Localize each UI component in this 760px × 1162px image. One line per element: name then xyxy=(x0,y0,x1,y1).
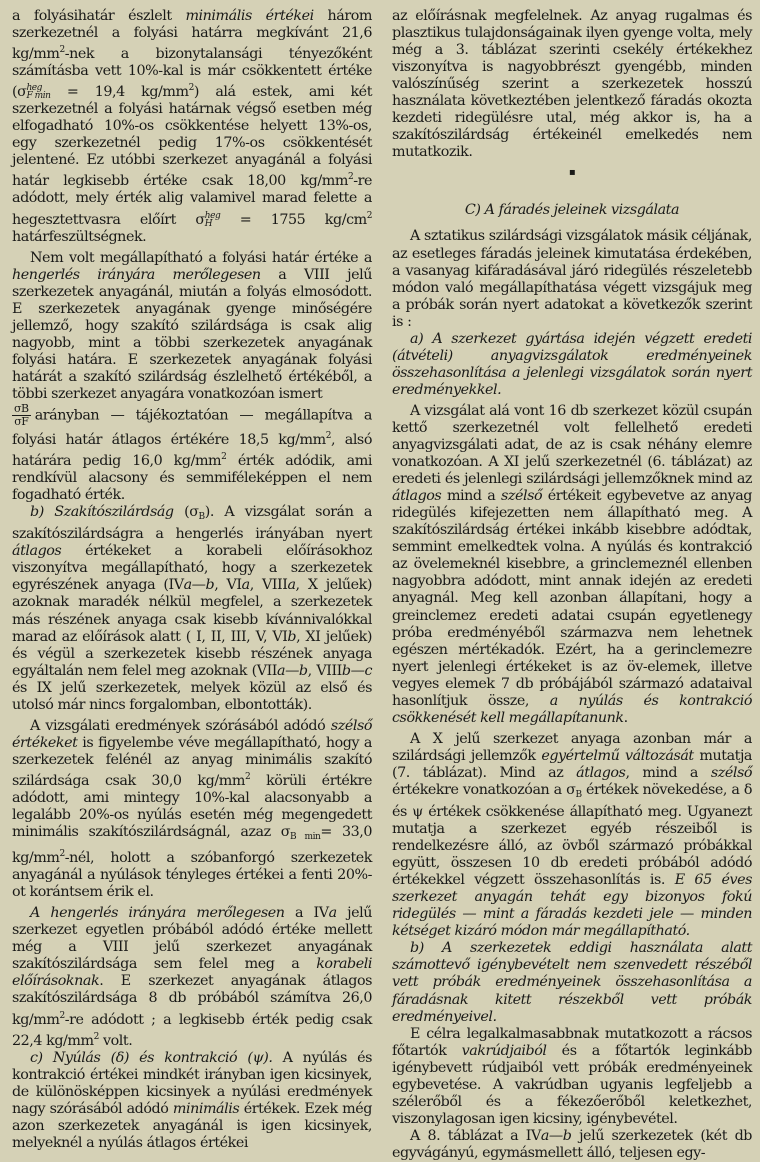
text: -nek a bizonytalansági tényezőként számításba vett 10%-kal is már csökkentett értéke (σ xyxy=(12,46,372,101)
text: az előírásnak megfelelnek. Az anyag rugalmas és plasztikus tulajdonságainak ilyen gyenge volta, mely még a 3. táblázat szerinti csekély értékekhez viszonyítva is nagyobbrészt gyengébb, minden valószínűség szerint a szerkezetek hosszú használata következtében jelentkező fáradás okozta kezdeti ridegülésre utal, még akkor is, ha a szakítószilárdság értékeinél emelkedés nem mutatkozik. xyxy=(392,8,752,161)
text: . xyxy=(623,709,628,726)
paragraph-structure-X xyxy=(392,731,752,941)
emphasis: b—c xyxy=(341,662,372,679)
emphasis: szélső xyxy=(500,488,543,505)
emphasis: a—b xyxy=(277,662,308,679)
paragraph-extreme-values xyxy=(12,718,372,901)
superscript: 2 xyxy=(59,45,65,56)
paragraph-dummy-bars xyxy=(392,1026,752,1128)
emphasis: A hengerlés irányára merőlegesen xyxy=(30,905,285,922)
fraction-numerator: σB xyxy=(14,402,29,416)
superscript: 2 xyxy=(93,1031,99,1042)
emphasis: E 65 éves szerkezet anyagán tehát egy bizonyos fokú ridegülés — mint a fáradás kezdeti jele — minden kétséget kizáró módon már megállapítható. xyxy=(392,872,752,940)
emphasis: minimális értékei xyxy=(185,8,314,24)
text: , XI jelűek) és végül a szerkezetek kisebb részének anyaga egyáltalán nem felel meg azoknak (VII xyxy=(12,628,372,679)
emphasis: korabeli előírásoknak xyxy=(12,956,372,990)
emphasis: szélső értékeket xyxy=(12,717,372,751)
emphasis: átlagos xyxy=(392,488,442,505)
superscript: 2 xyxy=(59,849,65,860)
text: mind a xyxy=(441,488,501,505)
paragraph-tensile-strength xyxy=(12,504,372,714)
superscript: 2 xyxy=(244,771,251,782)
emphasis: b xyxy=(287,628,297,645)
text: értékekre vonatkozóan a σ xyxy=(392,781,576,798)
superscript: 2 xyxy=(221,452,227,463)
text: körüli értékre adódott, ami mintegy 10%-kal alacsonyabb a legalább 20%-os nyúlás esetén még megengedett minimális szakítószilárdságnál, azaz σ xyxy=(12,772,372,841)
emphasis: átlagos xyxy=(12,543,62,560)
paragraph-continued-conclusion xyxy=(392,8,752,161)
emphasis: hengerlés irányára merőlegesen xyxy=(12,266,261,283)
paragraph-perpendicular-yield xyxy=(12,250,372,505)
text: ). A vizsgálat során a szakítószilárdságra a hengerlés irányában nyert xyxy=(12,504,372,543)
text: = 19,4 kg/mm xyxy=(50,84,189,101)
paragraph-perpendicular-tensile xyxy=(12,905,372,1049)
emphasis: egyértelmű változását xyxy=(541,747,694,764)
superscript: 2 xyxy=(325,431,332,442)
text: a VIII jelű szerkezetek anyagánál, miután a folyás elmosódott. E szerkezetek anyagának gyenge minőségére jellemző, hogy szakító szilárdsága is csak alig nagyobb, mint a többi szerkezetek anyagának folyási határa. E szerkezetek anyagának folyási határát a szakító szilárdság észlelhető értékéből, a többi szerkezet anyagára vonatkozóan ismert xyxy=(12,266,373,402)
text: A nyúlás és kontrakció értékei mindkét irányban igen kicsinyek, de különösképpen kicsinyek a nyúlási eredmények nagy szórásából adódó xyxy=(12,1049,372,1117)
superscript: heg xyxy=(26,83,42,94)
section-heading-fatigue: C) A fáradés jeleinek vizsgálata xyxy=(464,202,680,219)
text: A 8. táblázat a IV xyxy=(410,1127,541,1144)
subscript: F min xyxy=(26,91,51,102)
text: , X jelűek) azoknak maradék nélkül megfelel, a szerkezetek más részének anyaga csak kisebb kívánnivalókkal marad az előírások alatt ( I, II, III, V, VI xyxy=(12,577,372,645)
text: -nél, holott a szóbanforgó szerkezetek anyagánál a nyúlások tényleges értékei a fenti 20%-ot korántsem érik el. xyxy=(12,850,372,901)
emphasis: vakrúdjaiból xyxy=(461,1042,547,1059)
text: = 33,0 kg/mm xyxy=(12,824,372,867)
superscript: 2 xyxy=(188,83,194,94)
text: jelű szerkezetek (két db egyvágányú, egymásmellett álló, teljesen egy- xyxy=(392,1127,752,1161)
right-column xyxy=(392,0,753,1161)
left-column xyxy=(12,0,373,1151)
text: jelű szerkezet egyetlen próbából adódó értéke mellett még a VIII jelű szerkezet anyagának szakítószilárdsága sem felel meg a xyxy=(12,905,372,973)
text: a folyásihatár észlelt xyxy=(12,8,186,24)
text: mutatja (7. táblázat). Mind az xyxy=(392,747,752,781)
text: értékek növekedése, a δ és ψ értékek csökkenése állapítható meg. Ugyanezt mutatja a szerkezet egyéb részeiből is rendelkezésre álló, az övből származó próbákkal együtt, összesen 10 db eredeti próbából adódó értékekkel végzett összehasonlítás is. xyxy=(392,781,753,889)
paragraph-elongation-contraction xyxy=(12,1050,372,1152)
text: értékeit egybevetve az anyag ridegülés kifejezetten nem állapítható meg. A szakítószilárdság értékei inkább kisebbre adódtak, semmint emelkedtek volna. A nyúlás és kontrakció az övelemeknél kisebbre, a grinclemeznél ellenben nagyobbra adódott, mint annak idején az eredeti anyagnál. Meg kell azonban állapítani, hogy a greinclemez eredeti adatai csupán egyetlenegy próba eredményéből származva nem lehetnek egészen mértékadók. Ezért, ha a gerinclemezre nyert jelenlegi értékeket is az öv-elemek, illetve vegyes elemek 7 db próbájából származó adataival hasonlítjuk össze, xyxy=(392,488,752,709)
emphasis: a xyxy=(287,577,296,594)
emphasis: a nyúlás és kontrakció csökkenését kell megállapítanunk xyxy=(392,692,753,726)
paragraph-yield-point-minimums xyxy=(12,8,372,246)
section-label: b) A szerkezetek eddigi használata alatt számottevő igénybevételt nem szenvedett részéből vett próbák eredményeinek összehasonlítása a fáradásnak kitett részekből vett próbák eredményeivel. xyxy=(392,940,752,1025)
text: , VIII xyxy=(249,577,288,594)
subscript: B xyxy=(575,789,582,800)
text: -re adódott ; a legkisebb érték pedig csak 22,4 kg/mm xyxy=(12,1011,372,1049)
text: A vizsgálat alá vont 16 db szerkezet közül csupán kettő szerkezetnél volt fellelhető eredeti anyagvizsgálati adat, de az is csak néhány elemre vonatkozóan. A XI jelű szerkezetnél (6. táblázat) az eredeti és jelenlegi szilárdsági jellemzőknek mind az xyxy=(392,402,752,488)
text: (σ xyxy=(173,504,199,521)
section-label: c) Nyúlás (δ) és kontrakció (ψ). xyxy=(30,1049,273,1066)
emphasis: a—b xyxy=(183,577,215,594)
text: E célra legalkalmasabbnak mutatkozott a rácsos főtartók xyxy=(392,1025,752,1059)
text: értékek. Ezek még azon szerkezetek anyagánál is igen kicsinyek, melyeknél a nyúlás átlagos értékei xyxy=(12,1100,372,1151)
subscript: H xyxy=(204,218,213,229)
text: és a főtartók leginkább igénybevett rúdjaiból vett próbák eredményeinek egybevetése. A vakrúdban ugyanis legfeljebb a szélerőből és a fékezőerőből keletkezhet, viszonylagosan igen kicsiny, igénybevétel. xyxy=(392,1042,752,1127)
emphasis: a xyxy=(328,905,337,922)
emphasis: szélső xyxy=(710,764,752,781)
section-label: b) Szakítószilárdság xyxy=(30,504,174,521)
paragraph-item-a xyxy=(392,331,752,399)
fraction-sigmaB-over-sigmaF xyxy=(12,403,31,428)
emphasis: a xyxy=(241,577,250,594)
text: is figyelembe véve megállapítható, hogy a szerkezetek felénél az anyag minimális szakító szilárdsága csak 30,0 kg/mm xyxy=(12,734,372,789)
text: , VI xyxy=(214,577,242,594)
text: volt. xyxy=(98,1032,133,1049)
text: . E szerkezet anyagának átlagos szakítószilárdsága 8 db próbából számítva 26,0 kg/mm xyxy=(12,973,372,1028)
text: -re adódott, mely érték alig valamivel marad felette a hegesztettvasra előírt σ xyxy=(12,173,372,228)
superscript: heg xyxy=(204,210,221,221)
text: , alsó határára pedig 16,0 kg/mm xyxy=(12,432,372,470)
paragraph-structure-XI xyxy=(392,403,752,727)
paragraph-static-tests xyxy=(392,228,752,330)
text: három szerkezetnél a folyási határra megkívánt 21,6 kg/mm xyxy=(12,8,372,63)
text: érték adódik, ami rendkívül alacsony és semmiféleképpen el nem fogadható érték. xyxy=(12,453,372,504)
superscript: 2 xyxy=(347,172,354,183)
text: ) alá estek, ami két szerkezetnél a folyási határnak végső esetben még elfogadható 10%-os csökkentése helyett 13%-os, egy szerkezetnél pedig 17%-os csökkentését jelentené. Ez utóbbi szerkezet anyagánál a folyási határ legkisebb értéke csak 18,00 kg/mm xyxy=(12,84,372,190)
text: , VIII xyxy=(307,662,342,679)
text: Nem volt megállapítható a folyási határ értéke a xyxy=(30,249,372,266)
subscript: B xyxy=(198,512,205,523)
paragraph-table-8 xyxy=(392,1128,752,1162)
emphasis: minimális xyxy=(172,1100,240,1117)
emphasis: a—b xyxy=(540,1127,572,1144)
superscript: 2 xyxy=(59,1010,65,1021)
paragraph-item-b xyxy=(392,940,752,1025)
text: határfeszültségnek. xyxy=(12,228,147,245)
text: , mind a xyxy=(625,764,711,781)
emphasis: átlagos xyxy=(576,764,626,781)
subscript: B min xyxy=(290,832,321,843)
text: a IV xyxy=(284,905,329,922)
text: arányban — tájékoztatóan — megállapítva a folyási határ átlagos értékére 18,5 kg/mm xyxy=(12,407,372,449)
text: A vizsgálati eredmények szórásából adódó xyxy=(30,717,331,734)
text: A X jelű szerkezet anyaga azonban már a szilárdsági jellemzők xyxy=(392,730,752,764)
fraction-denominator: σF xyxy=(14,415,29,429)
text: értékeket a korabeli előírásokhoz viszonyítva megállapítható, hogy a szerkezetek egyrészének anyaga (IV xyxy=(12,543,372,594)
text: A sztatikus szilárdsági vizsgálatok másik céljának, az esetleges fáradás jeleinek kimutatása érdekében, a vasanyag kifáradásával járó ridegülés részeletebb módon való megállapíthatása végett vizsgájuk meg a próbák során nyert adatokat a következők szerint is : xyxy=(392,228,752,330)
superscript: 2 xyxy=(366,210,373,221)
separator-dot: ▪ xyxy=(568,167,576,179)
text: = 1755 kg/cm xyxy=(220,211,367,228)
text: és IX jelű szerkezetek, melyek közül az első és utolsó már nincs forgalomban, elbontották). xyxy=(12,679,372,713)
section-label: a) A szerkezet gyártása idején végzett eredeti (átvételi) anyagvizsgálatok eredményeinek összehasonlítása a jelenlegi vizsgálatok során nyert eredményekkel. xyxy=(392,330,752,398)
